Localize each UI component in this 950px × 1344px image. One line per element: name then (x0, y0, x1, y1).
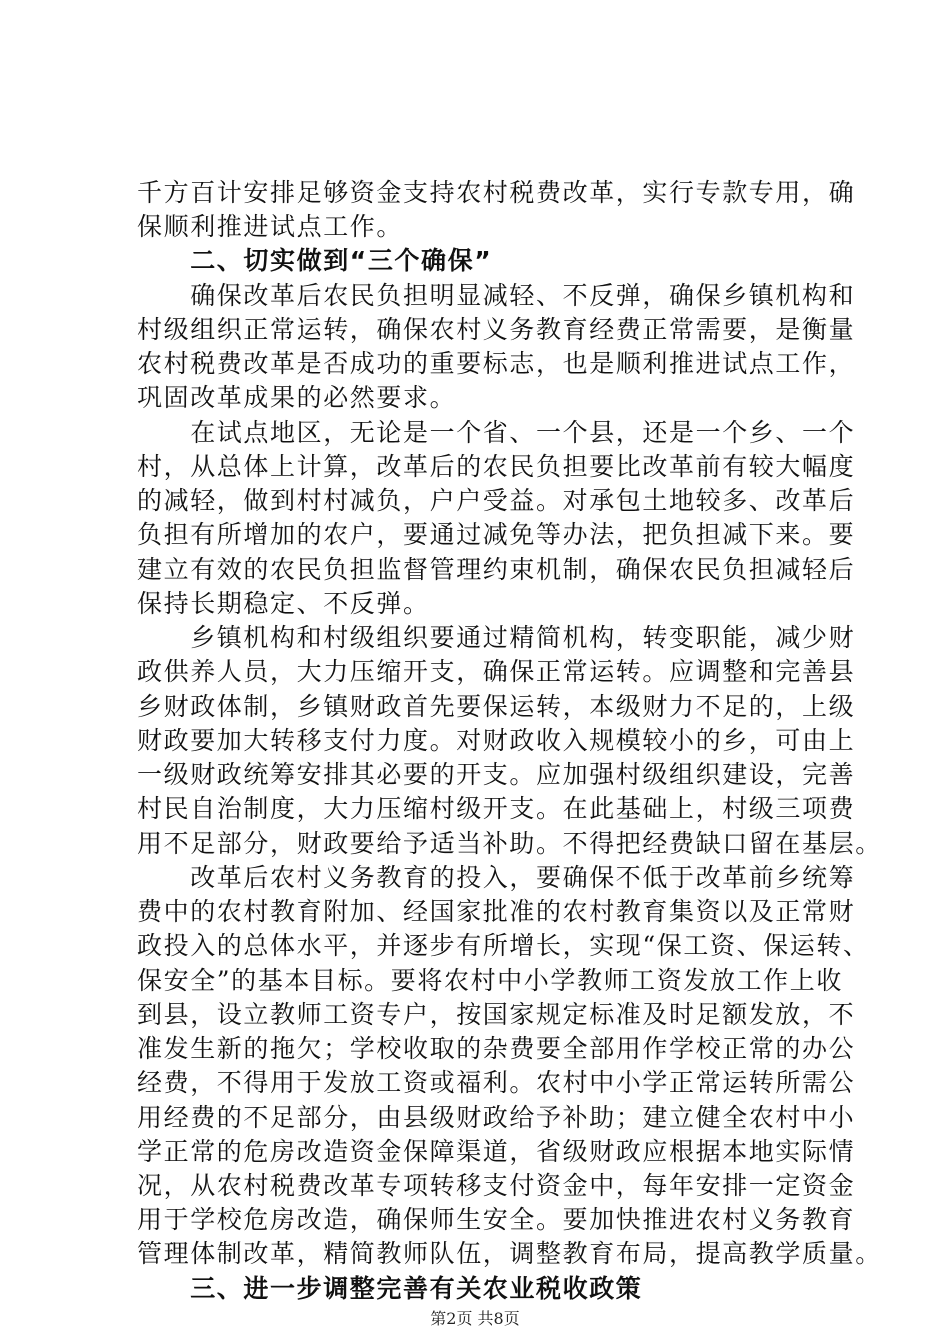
text-line: 学正常的危房改造资金保障渠道，省级财政应根据本地实际情 (137, 1137, 856, 1166)
text-line: 一级财政统筹安排其必要的开支。应加强村级组织建设，完善 (137, 760, 856, 789)
text-line: 村民自治制度，大力压缩村级开支。在此基础上，村级三项费 (137, 794, 856, 823)
text-line: 用不足部分，财政要给予适当补助。不得把经费缺口留在基层。 (137, 829, 882, 858)
text-line: 负担有所增加的农户，要通过减免等办法，把负担减下来。要 (137, 520, 856, 549)
text-line: 乡财政体制，乡镇财政首先要保运转，本级财力不足的，上级 (137, 692, 856, 721)
text-line: 乡镇机构和村级组织要通过精简机构，转变职能，减少财 (137, 623, 856, 652)
text-line: 村级组织正常运转，确保农村义务教育经费正常需要，是衡量 (137, 315, 856, 344)
text-line: 况，从农村税费改革专项转移支付资金中，每年安排一定资金 (137, 1171, 856, 1200)
text-line: 农村税费改革是否成功的重要标志，也是顺利推进试点工作， (137, 349, 856, 378)
text-line: 管理体制改革，精简教师队伍，调整教育布局，提高教学质量。 (137, 1239, 882, 1268)
text-line: 用经费的不足部分，由县级财政给予补助；建立健全农村中小 (137, 1103, 856, 1132)
text-line: 确保改革后农民负担明显减轻、不反弹，确保乡镇机构和 (137, 281, 856, 310)
text-line: 千方百计安排足够资金支持农村税费改革，实行专款专用，确 (137, 178, 856, 207)
text-line: 保安全”的基本目标。要将农村中小学教师工资发放工作上收 (137, 966, 843, 995)
text-line: 巩固改革成果的必然要求。 (137, 383, 457, 412)
text-line: 费中的农村教育附加、经国家批准的农村教育集资以及正常财 (137, 897, 856, 926)
section-heading: 三、进一步调整完善有关农业税收政策 (137, 1274, 643, 1303)
text-line: 用于学校危房改造，确保师生安全。要加快推进农村义务教育 (137, 1205, 856, 1234)
text-line: 到县，设立教师工资专户，按国家规定标准及时足额发放，不 (137, 1000, 856, 1029)
text-line: 政供养人员，大力压缩开支，确保正常运转。应调整和完善县 (137, 657, 856, 686)
text-line: 政投入的总体水平，并逐步有所增长，实现“保工资、保运转、 (137, 931, 870, 960)
text-line: 经费，不得用于发放工资或福利。农村中小学正常运转所需公 (137, 1068, 856, 1097)
section-heading: 二、切实做到“三个确保” (137, 246, 493, 275)
text-line: 保顺利推进试点工作。 (137, 212, 404, 241)
page-footer: 第2页 共8页 (430, 1309, 520, 1328)
text-line: 的减轻，做到村村减负，户户受益。对承包土地较多、改革后 (137, 486, 856, 515)
text-line: 准发生新的拖欠；学校收取的杂费要全部用作学校正常的办公 (137, 1034, 856, 1063)
text-line: 保持长期稳定、不反弹。 (137, 589, 430, 618)
text-line: 财政要加大转移支付力度。对财政收入规模较小的乡，可由上 (137, 726, 856, 755)
text-line: 村，从总体上计算，改革后的农民负担要比改革前有较大幅度 (137, 452, 856, 481)
text-line: 建立有效的农民负担监督管理约束机制，确保农民负担减轻后 (137, 555, 856, 584)
text-line: 改革后农村义务教育的投入，要确保不低于改革前乡统筹 (137, 863, 856, 892)
text-line: 在试点地区，无论是一个省、一个县，还是一个乡、一个 (137, 418, 856, 447)
